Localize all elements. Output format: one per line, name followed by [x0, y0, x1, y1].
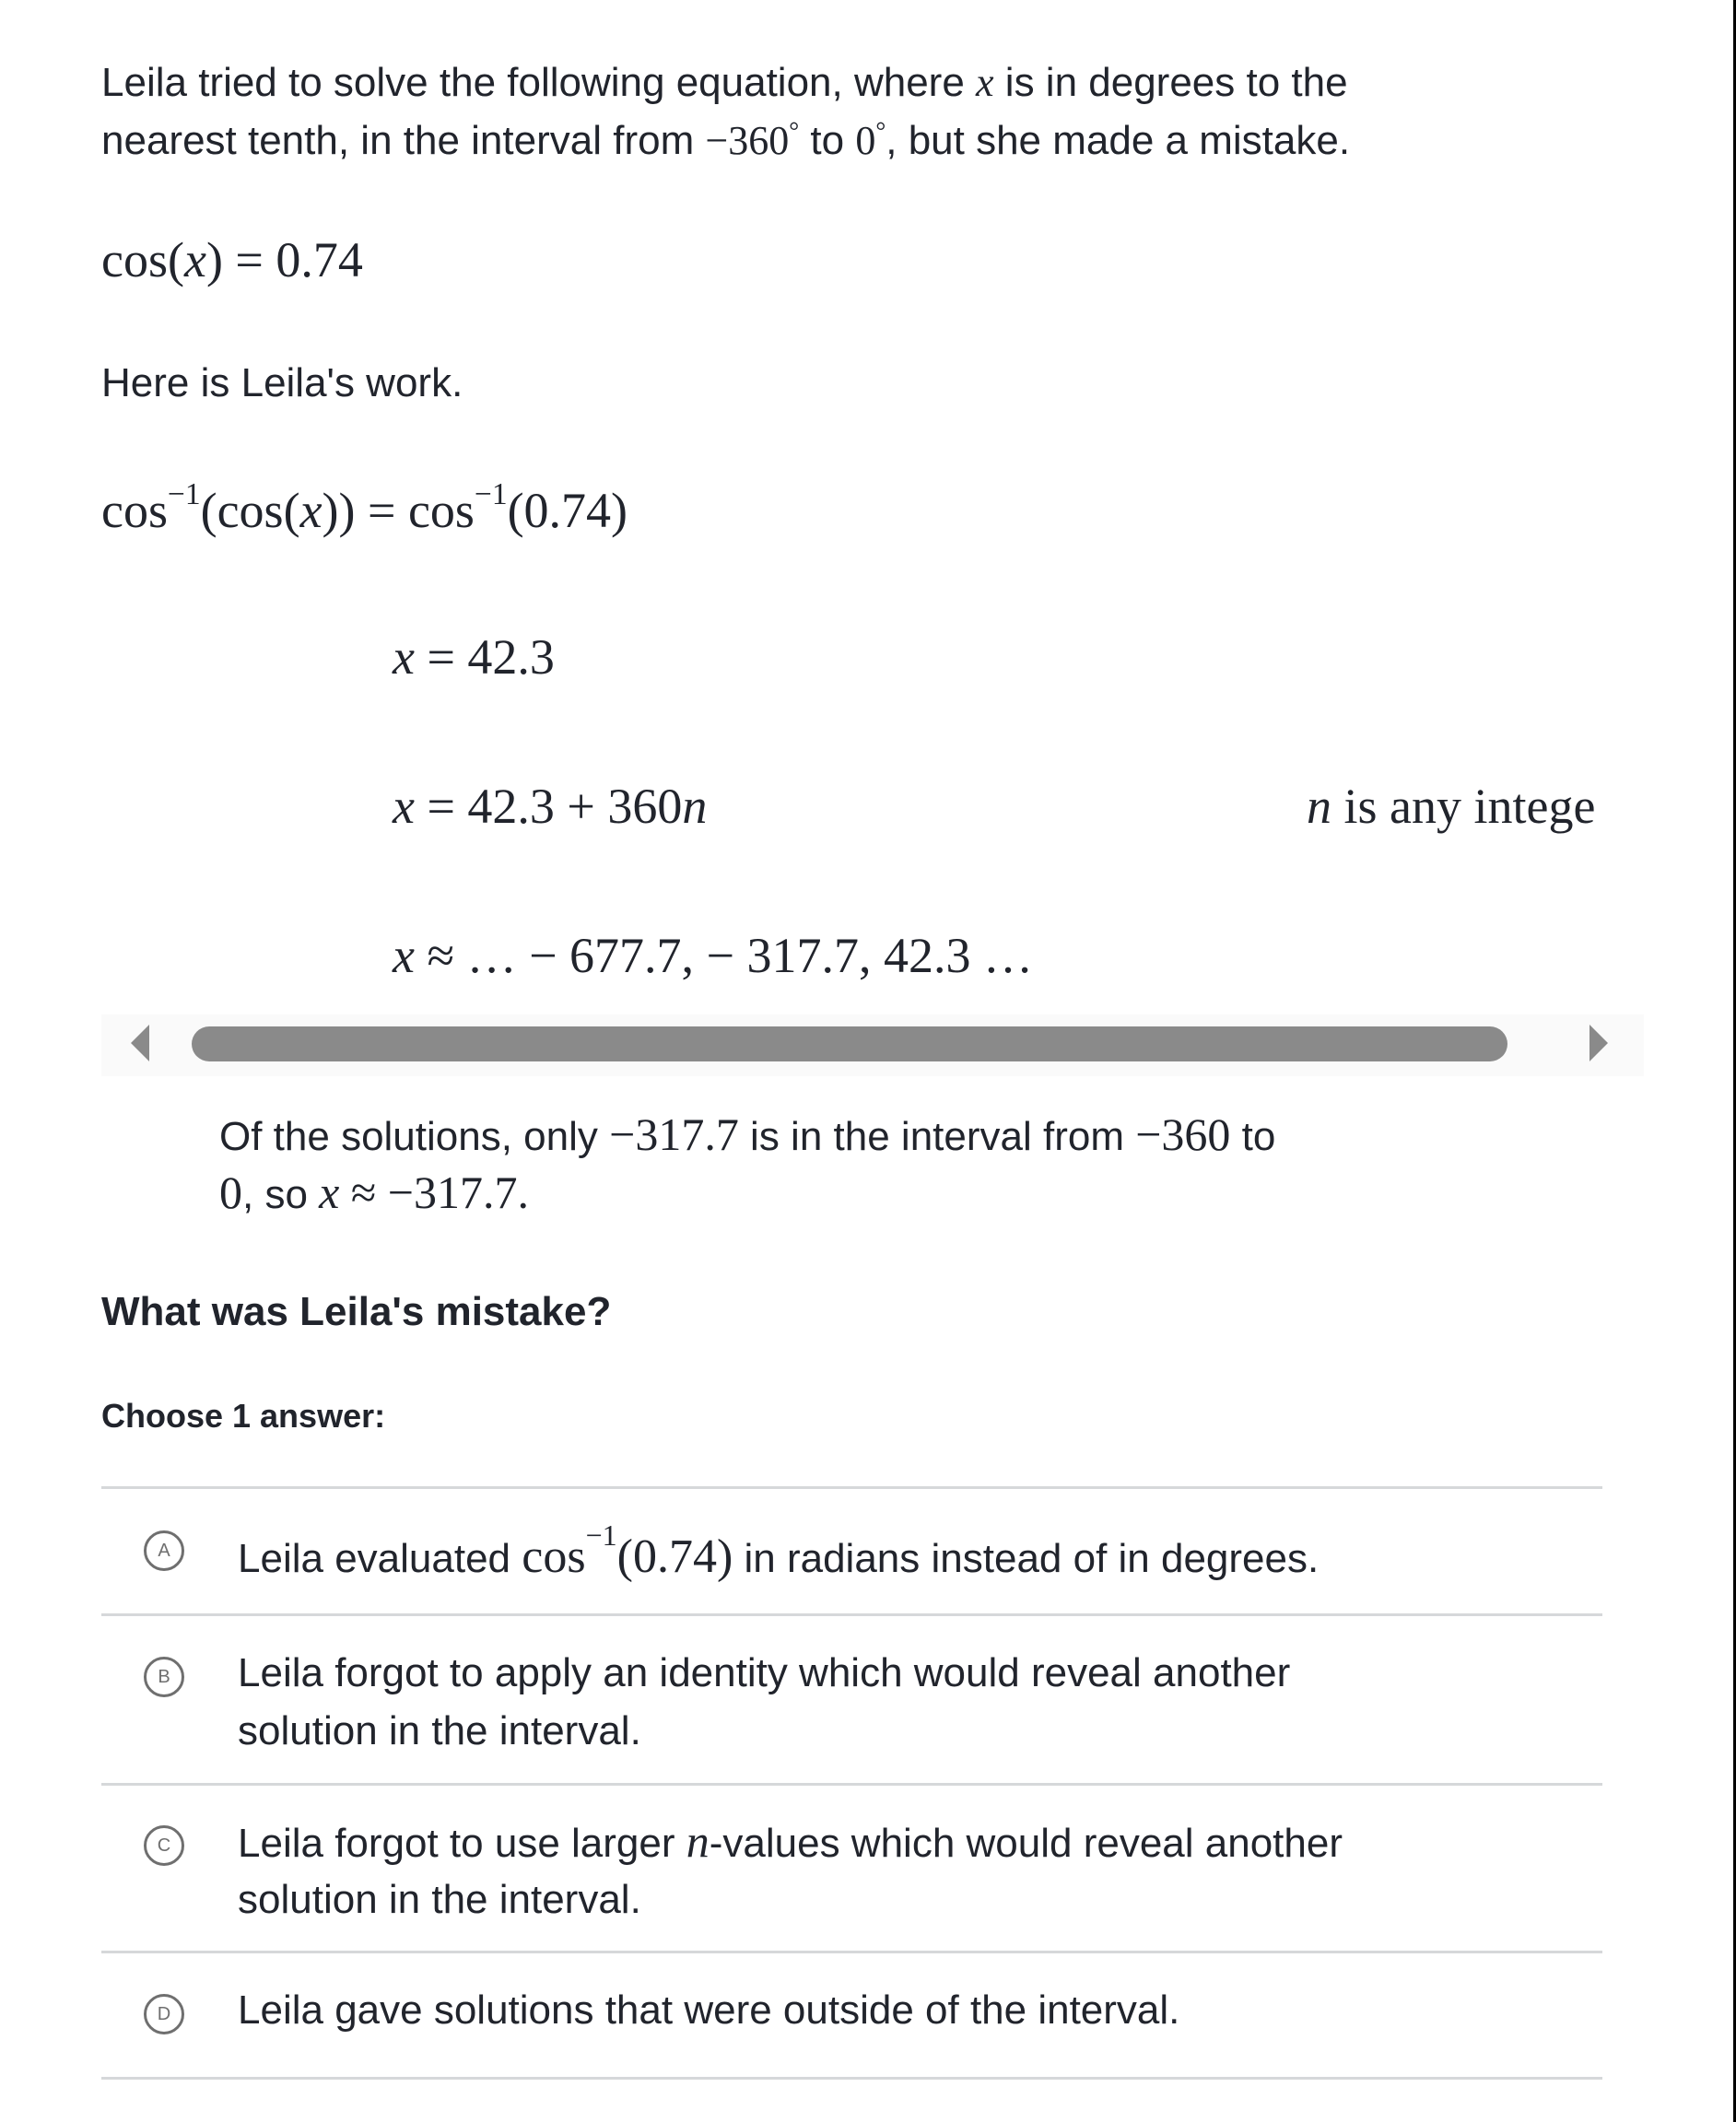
- intro-line-2: [101, 111, 1350, 175]
- work-step-1: [101, 476, 628, 547]
- math-var-x: x: [393, 928, 415, 983]
- math-text: (0.74): [616, 1530, 733, 1583]
- intro-line-1: [101, 53, 1348, 111]
- scroll-left-arrow-icon[interactable]: [131, 1025, 149, 1061]
- choice-d-radio-icon[interactable]: D: [144, 1994, 184, 2034]
- math-text: = cos: [355, 483, 475, 538]
- math-func: cos: [101, 483, 168, 538]
- math-value: ≈ −317.7.: [339, 1167, 529, 1218]
- conclusion-text: , so: [242, 1172, 320, 1217]
- conclusion-text: is in the interval from: [738, 1114, 1136, 1159]
- question-heading: What was Leila's mistake?: [101, 1289, 612, 1334]
- math-superscript: −1: [474, 476, 508, 511]
- work-step-3-note: [1307, 777, 1644, 836]
- work-step-3: [393, 777, 707, 836]
- divider: [101, 1783, 1602, 1786]
- math-value: −360: [1135, 1108, 1231, 1160]
- divider: [101, 2077, 1602, 2080]
- choice-a-radio-icon[interactable]: A: [144, 1530, 184, 1571]
- work-step-2: [393, 627, 555, 686]
- scrollbar-thumb[interactable]: [192, 1026, 1507, 1061]
- math-text: (cos(: [200, 483, 300, 538]
- choice-text: Leila evaluated: [238, 1536, 522, 1581]
- math-text: is any intege: [1331, 779, 1596, 834]
- math-func: cos: [101, 232, 168, 287]
- choice-c-line-2[interactable]: solution in the interval.: [238, 1877, 641, 1922]
- math-value: −317.7: [609, 1108, 739, 1160]
- math-value: 0: [219, 1167, 242, 1218]
- choice-d-text[interactable]: Leila gave solutions that were outside of the interval.: [238, 1987, 1180, 2033]
- intro-text: nearest tenth, in the interval from: [101, 118, 706, 163]
- choice-c-radio-icon[interactable]: C: [144, 1825, 184, 1866]
- math-var-x: x: [299, 483, 323, 538]
- intro-text: Leila tried to solve the following equation, where: [101, 60, 977, 105]
- math-func: cos: [522, 1530, 586, 1583]
- math-text: )): [322, 483, 356, 538]
- intro-text: to: [799, 118, 856, 163]
- conclusion-line-2: [219, 1164, 529, 1224]
- degree-symbol: °: [875, 116, 886, 145]
- choice-text: in radians instead of in degrees.: [733, 1536, 1320, 1581]
- math-superscript: −1: [167, 476, 201, 511]
- conclusion-line-1: [219, 1106, 1275, 1166]
- degree-symbol: °: [789, 116, 800, 145]
- choice-text: -values which would reveal another: [709, 1821, 1343, 1866]
- work-label: Here is Leila's work.: [101, 360, 463, 405]
- math-var-x: x: [393, 779, 415, 834]
- divider: [101, 1486, 1602, 1489]
- math-var-x: x: [183, 232, 206, 287]
- choice-b-radio-icon[interactable]: B: [144, 1657, 184, 1697]
- choice-a-text[interactable]: [238, 1518, 1320, 1591]
- math-upper-bound: 0: [855, 118, 876, 163]
- intro-text: , but she made a mistake.: [886, 118, 1351, 163]
- math-lower-bound: −360: [705, 118, 790, 163]
- choice-b-line-2[interactable]: solution in the interval.: [238, 1708, 641, 1753]
- math-var-n: n: [686, 1815, 710, 1867]
- math-text: = 42.3: [414, 629, 555, 685]
- math-text: = 42.3 + 360: [414, 779, 683, 834]
- intro-text: is in degrees to the: [993, 60, 1348, 105]
- math-var-x: x: [393, 629, 415, 685]
- conclusion-text: to: [1230, 1114, 1276, 1159]
- math-var-x: x: [976, 60, 994, 105]
- math-rhs: = 0.74: [235, 232, 363, 287]
- work-step-4: [393, 926, 1033, 985]
- math-text: ≈ … − 677.7, − 317.7, 42.3 …: [414, 928, 1034, 983]
- divider: [101, 1613, 1602, 1616]
- conclusion-text: Of the solutions, only: [219, 1114, 610, 1159]
- math-var-n: n: [682, 779, 708, 834]
- choice-b-line-1[interactable]: Leila forgot to apply an identity which would reveal another: [238, 1650, 1291, 1695]
- scroll-right-arrow-icon[interactable]: [1589, 1025, 1608, 1061]
- given-equation: cos(x) = 0.74: [101, 232, 363, 287]
- math-superscript: −1: [585, 1518, 617, 1553]
- choose-label: Choose 1 answer:: [101, 1397, 386, 1435]
- choice-text: Leila forgot to use larger: [238, 1821, 686, 1866]
- divider: [101, 1951, 1602, 1953]
- math-text: (0.74): [507, 483, 628, 538]
- math-var-x: x: [319, 1167, 340, 1218]
- choice-c-line-1[interactable]: [238, 1812, 1343, 1872]
- math-var-n: n: [1307, 779, 1331, 834]
